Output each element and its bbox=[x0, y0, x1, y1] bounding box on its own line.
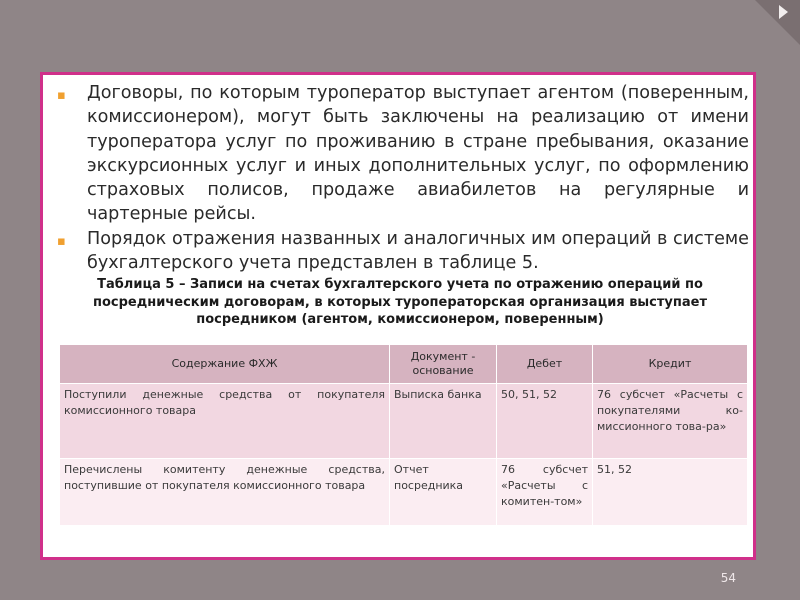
column-header: Дебет bbox=[497, 345, 593, 384]
table-cell: 76 субсчет «Расчеты с комитен-том» bbox=[497, 459, 593, 526]
data-table bbox=[59, 344, 748, 526]
table-cell: 50, 51, 52 bbox=[497, 384, 593, 459]
table-caption: Таблица 5 – Записи на счетах бухгалтерского учета по отражению операций по посредническим договорам, в которых туроператорская организация выступает посредником (агентом, комиссионером, поверенным) bbox=[93, 277, 707, 327]
table-row bbox=[60, 384, 748, 459]
table-cell: Отчет посредника bbox=[390, 459, 497, 526]
column-header: Документ - основание bbox=[390, 345, 497, 384]
bullet-item bbox=[57, 81, 749, 227]
table-cell: Перечислены комитенту денежные средства, поступившие от покупателя комиссионного товара bbox=[60, 459, 390, 526]
table-header-row bbox=[60, 345, 748, 384]
bullet-text: Порядок отражения названных и аналогичных им операций в системе бухгалтерского учета представлен в таблице 5. bbox=[87, 228, 749, 274]
table-row bbox=[60, 459, 748, 526]
arrow-right-icon bbox=[779, 5, 788, 19]
column-header: Кредит bbox=[593, 345, 748, 384]
bullet-diamond-icon: ▪ bbox=[57, 233, 66, 249]
page-number: 54 bbox=[720, 571, 736, 585]
table-cell: 76 субсчет «Расчеты с покупателями ко-миссионного това-ра» bbox=[593, 384, 748, 459]
table-cell: 51, 52 bbox=[593, 459, 748, 526]
corner-decoration bbox=[755, 0, 800, 45]
slide-content-frame bbox=[40, 72, 756, 560]
bullet-text: Договоры, по которым туроператор выступает агентом (поверенным, комиссионером), могут быть заключены на реализацию от имени туроператора услуг по проживанию в стране пребывания, оказание экскурсионных услуг и иных дополнительных услуг, по оформлению страховых полисов, продаже авиабилетов на регулярные и чартерные рейсы. bbox=[87, 83, 749, 225]
table-cell: Выписка банка bbox=[390, 384, 497, 459]
bullet-item bbox=[57, 227, 749, 276]
table-cell: Поступили денежные средства от покупателя комиссионного товара bbox=[60, 384, 390, 459]
bullet-diamond-icon: ▪ bbox=[57, 88, 66, 103]
column-header: Содержание ФХЖ bbox=[60, 345, 390, 384]
bullet-list bbox=[57, 81, 749, 275]
